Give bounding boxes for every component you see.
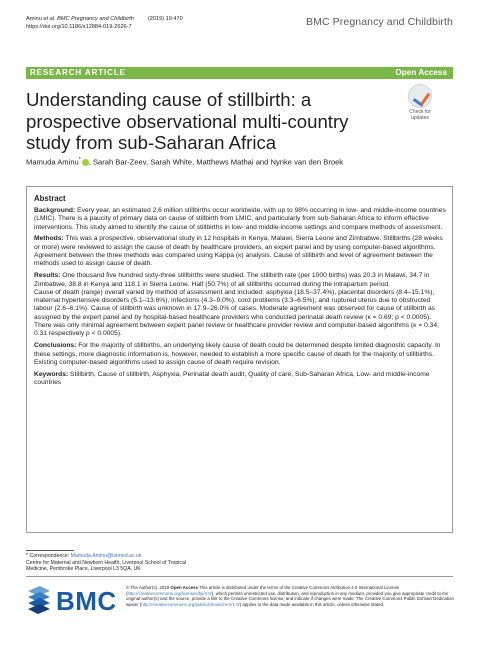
abstract-keywords: Keywords: Stillbirth, Cause of stillbirth, Asphyxia, Perinatal death audit, Quality of care, Sub-Saharan Africa, Low- and middle-income countries [34,370,430,387]
affiliation-line-1: Centre for Maternal and Newborn Health, Liverpool School of Tropical [26,559,187,566]
article-title: Understanding cause of stillbirth: a prospective observational multi-country study from sub-Saharan Africa [26,89,349,153]
author-rest: , Sarah Bar-Zeev, Sarah White, Matthews Mathai and Nynke van den Broek [88,157,344,167]
abstract-results: Results: One thousand five hundred sixty-three stillbirths were studied. The stillbirth rate (per 1000 births) was 20.3 in Malawi, 34.7 in Zimbabwe, 38.8 in Kenya and 118.1 in Sierra Leone. Half (50.7%) of all stillbirths occurred during the intrapartum period. [34,272,430,288]
check-for-updates-badge[interactable] [401,84,439,121]
orcid-icon[interactable] [82,159,89,166]
author-list [26,157,343,167]
article-type-label: RESEARCH ARTICLE [30,68,126,77]
check-updates-icon [408,84,432,108]
citation-journal: et al. BMC Pregnancy and Childbirth [43,16,134,22]
correspondence-email[interactable]: Mamuda.Aminu@lstmed.ac.uk [70,553,142,559]
bmc-logo-text: BMC [56,586,117,616]
citation-line [26,15,183,23]
affiliation-line-2: Medicine, Pembroke Place, Liverpool L3 5QA, UK [26,566,141,573]
abstract-methods: Methods: This was a prospective, observational study in 12 hospitals in Kenya, Malawi, Sierra Leone and Zimbabwe. Stillbirths (28 weeks or more) were reviewed to assign the cause of death by healthcare providers, an expert panel and by using computer-based algorithms. Agreement between the three methods was compared using Kappa (κ) analysis. Cause of stillbirth and level of agreement between the methods used to assign cause of death. [34,235,443,268]
abstract-background: Background: Every year, an estimated 2.6 million stillbirths occur worldwide, with up to 98% occurring in low- and middle-income countries (LMIC). There is a paucity of primary data on cause of stillbirth from LMIC, and particularly from sub-Saharan Africa to inform effective interventions. This study aimed to identify the cause of stillbirths in low- and middle-income settings and compare methods of assessment. [34,207,446,231]
author-first[interactable]: Mamuda Aminu [26,157,79,167]
bmc-logo [26,585,116,619]
license-divider [26,576,453,577]
citation-authors: Aminu [26,16,44,22]
abstract-results-cont: Cause of death (range) overall varied by method of assessment and included: asphyxia (18.5–37.4%), placental disorders (8.4–15.1%), maternal hypertensive disorders (5.1–13.6%), infections (4.3–9.0%), cord problems (3.3–6.5%), and ruptured uterus due to obstructed labour (2.6–6.1%). Cause of stillbirth was unknown in 17.9–26.0% of cases. Moderate agreement was observed for cause of stillbirth as assigned by the expert panel and by hospital-based healthcare providers who conducted perinatal death review (κ = 0.69; p < 0.0005). There was only minimal agreement between expert panel review or healthcare provider review and computer-based algorithms (κ = 0.34; 0.31 respectively p < 0.0005). [34,288,439,338]
journal-name: BMC Pregnancy and Childbirth [306,16,453,28]
doi-link[interactable]: https://doi.org/10.1186/s12884-019-2626-7 [26,24,132,30]
article-type-banner [26,67,453,79]
footnote-divider [26,550,74,551]
correspondence-footnote: * Correspondence: Mamuda.Aminu@lstmed.ac.uk Centre for Maternal and Newborn Health, Liverpool School of Tropical Medicine, Pembroke Place, Liverpool L3 5QA, UK [26,553,187,573]
abstract-heading: Abstract [34,194,66,203]
license-statement: © The Author(s). 2019 Open Access This article is distributed under the terms of the Creative Commons Attribution 4.0 International License (http://creativecommons.org/licenses/by/4.0/), which permits unrestricted use, distribution, and reproduction in any medium, provided you give appropriate credit to the original author(s) and the source, provide a link to the Creative Commons license, and indicate if changes were made. The Creative Commons Public Domain Dedication waiver (http://creativecommons.org/publicdomain/zero/1.0/) applies to the data made available in this article, unless otherwise stated. [126,585,454,607]
license-link[interactable]: http://creativecommons.org/licenses/by/4.0/ [127,590,212,596]
abstract-conclusions: Conclusions: For the majority of stillbirths, an underlying likely cause of death could be determined despite limited diagnostic capacity. In these settings, more diagnostic information is, however, needed to establish a more specific cause of death for the majority of stillbirths. Existing computer-based algorithms used to assign cause of death require revision. [34,342,441,366]
citation-year: (2019) 19:470 [147,16,183,22]
open-access-label: Open Access [395,68,447,77]
public-domain-link[interactable]: http://creativecommons.org/publicdomain/zero/1.0/ [141,601,240,607]
abstract-box [26,186,453,533]
running-header [26,15,183,31]
check-updates-label: Check for updates [409,109,431,121]
bmc-logo-icon [26,585,52,615]
corresponding-mark: * [78,157,81,163]
